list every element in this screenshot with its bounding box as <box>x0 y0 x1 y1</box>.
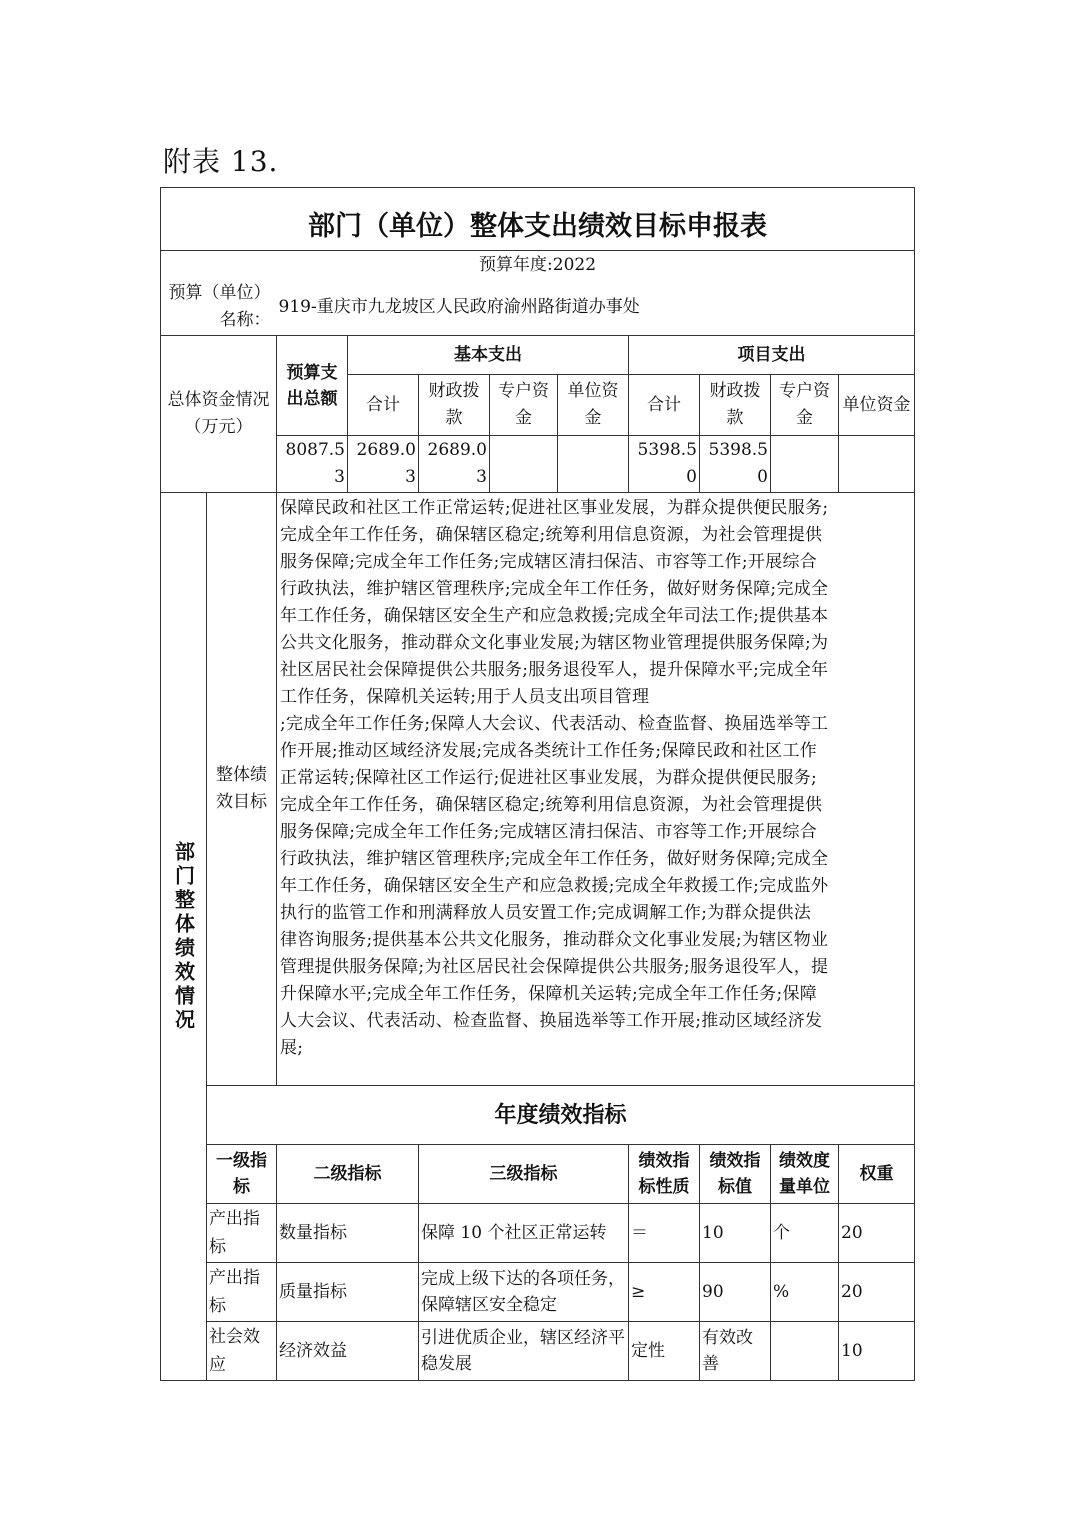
indicator-unit: 个 <box>771 1204 839 1263</box>
goal-text-line: 作开展;推动区域经济发展;完成各类统计工作任务;保障民政和社区工作 <box>280 741 818 761</box>
indicator-header-weight: 权重 <box>839 1145 915 1204</box>
indicator-unit <box>771 1322 839 1381</box>
goal-text-line: 社区居民社会保障提供公共服务;服务退役军人，提升保障水平;完成全年 <box>280 660 829 680</box>
performance-section-text: 部门整体绩效情况 <box>171 840 196 1033</box>
goal-text-line: 年工作任务，确保辖区安全生产和应急救援;完成全年救援工作;完成监外 <box>280 876 829 896</box>
indicator-header-level1: 一级指标 <box>207 1145 277 1204</box>
goal-text-line: 年工作任务，确保辖区安全生产和应急救援;完成全年司法工作;提供基本 <box>280 606 829 626</box>
total-budget-header: 预算支出总额 <box>277 336 348 436</box>
goal-label: 整体绩效目标 <box>207 493 277 1086</box>
goal-text-line: 律咨询服务;提供基本公共文化服务，推动群众文化事业发展;为辖区物业 <box>280 930 829 950</box>
goal-text-line: 工作任务，保障机关运转;用于人员支出项目管理 <box>280 687 650 707</box>
indicator-level3: 完成上级下达的各项任务，保障辖区安全稳定 <box>419 1263 629 1322</box>
goal-text-line: 正常运转;保障社区工作运行;促进社区事业发展，为群众提供便民服务; <box>280 768 818 788</box>
indicator-level1: 社会效应 <box>207 1322 277 1381</box>
indicator-level2: 质量指标 <box>277 1263 419 1322</box>
basic-fiscal-header: 财政拨款 <box>419 375 490 436</box>
goal-text-line: 公共文化服务，推动群众文化事业发展;为辖区物业管理提供服务保障;为 <box>280 633 829 653</box>
goal-text-line: 行政执法，维护辖区管理秩序;完成全年工作任务，做好财务保障;完成全 <box>280 849 829 869</box>
unit-label: 预算（单位）名称： <box>161 279 277 336</box>
indicator-header-nature: 绩效指标性质 <box>629 1145 700 1204</box>
goal-text <box>277 493 915 1086</box>
attachment-label: 附表 13. <box>163 145 279 178</box>
funds-row-label: 总体资金情况（万元） <box>161 336 277 493</box>
indicators-title: 年度绩效指标 <box>207 1086 915 1145</box>
basic-special-header: 专户资金 <box>490 375 558 436</box>
indicator-level3: 引进优质企业，辖区经济平稳发展 <box>419 1322 629 1381</box>
goal-text-line: 完成全年工作任务，确保辖区稳定;统筹利用信息资源，为社会管理提供 <box>280 525 823 545</box>
goal-text-line: 人大会议、代表活动、检查监督、换届选举等工作开展;推动区域经济发 <box>280 1011 823 1031</box>
indicator-nature: 定性 <box>629 1322 700 1381</box>
project-sum-value: 5398.50 <box>629 436 700 493</box>
goal-text-line: 升保障水平;完成全年工作任务，保障机关运转;完成全年工作任务;保障 <box>280 984 818 1004</box>
indicator-level3: 保障 10 个社区正常运转 <box>419 1204 629 1263</box>
indicator-level2: 数量指标 <box>277 1204 419 1263</box>
goal-text-line: 管理提供服务保障;为社区居民社会保障提供公共服务;服务退役军人，提 <box>280 957 829 977</box>
indicator-weight: 20 <box>839 1204 915 1263</box>
goal-text-line: 服务保障;完成全年工作任务;完成辖区清扫保洁、市容等工作;开展综合 <box>280 822 818 842</box>
basic-sum-value: 2689.03 <box>348 436 419 493</box>
indicator-value: 10 <box>700 1204 771 1263</box>
basic-special-value <box>490 436 558 493</box>
basic-expense-header: 基本支出 <box>348 336 629 375</box>
project-fiscal-value: 5398.50 <box>700 436 771 493</box>
indicator-row <box>161 1204 915 1263</box>
indicator-weight: 20 <box>839 1263 915 1322</box>
indicator-header-level3: 三级指标 <box>419 1145 629 1204</box>
basic-unit-header: 单位资金 <box>558 375 629 436</box>
project-special-value <box>771 436 839 493</box>
indicator-value: 90 <box>700 1263 771 1322</box>
project-unit-header: 单位资金 <box>839 375 915 436</box>
basic-unit-value <box>558 436 629 493</box>
basic-sum-header: 合计 <box>348 375 419 436</box>
goal-text-line: 行政执法，维护辖区管理秩序;完成全年工作任务，做好财务保障;完成全 <box>280 579 829 599</box>
indicator-weight: 10 <box>839 1322 915 1381</box>
project-special-header: 专户资金 <box>771 375 839 436</box>
indicator-level2: 经济效益 <box>277 1322 419 1381</box>
budget-year: 预算年度:2022 <box>161 251 915 280</box>
basic-fiscal-value: 2689.03 <box>419 436 490 493</box>
goal-text-line: ;完成全年工作任务;保障人大会议、代表活动、检查监督、换届选举等工 <box>280 714 829 734</box>
indicator-header-value: 绩效指标值 <box>700 1145 771 1204</box>
goal-text-line: 保障民政和社区工作正常运转;促进社区事业发展，为群众提供便民服务; <box>280 498 829 518</box>
project-expense-header: 项目支出 <box>629 336 915 375</box>
indicator-row <box>161 1322 915 1381</box>
indicator-level1: 产出指标 <box>207 1263 277 1322</box>
goal-text-line: 服务保障;完成全年工作任务;完成辖区清扫保洁、市容等工作;开展综合 <box>280 552 818 572</box>
indicator-level1: 产出指标 <box>207 1204 277 1263</box>
project-fiscal-header: 财政拨款 <box>700 375 771 436</box>
goal-lines <box>280 495 912 1062</box>
project-sum-header: 合计 <box>629 375 700 436</box>
project-unit-value <box>839 436 915 493</box>
performance-section-label <box>161 493 207 1381</box>
form-title: 部门（单位）整体支出绩效目标申报表 <box>161 188 915 251</box>
goal-text-line: 展; <box>280 1038 304 1058</box>
indicator-row <box>161 1263 915 1322</box>
goal-text-line: 执行的监管工作和刑满释放人员安置工作;完成调解工作;为群众提供法 <box>280 903 812 923</box>
unit-name: 919-重庆市九龙坡区人民政府渝州路街道办事处 <box>277 279 915 336</box>
indicator-header-level2: 二级指标 <box>277 1145 419 1204</box>
indicator-header-unit: 绩效度量单位 <box>771 1145 839 1204</box>
indicator-unit: % <box>771 1263 839 1322</box>
indicator-value: 有效改善 <box>700 1322 771 1381</box>
total-budget-value: 8087.53 <box>277 436 348 493</box>
performance-form-table <box>160 187 915 1381</box>
indicator-nature: ≥ <box>629 1263 700 1322</box>
goal-text-line: 完成全年工作任务，确保辖区稳定;统筹利用信息资源，为社会管理提供 <box>280 795 823 815</box>
indicator-nature: ＝ <box>629 1204 700 1263</box>
